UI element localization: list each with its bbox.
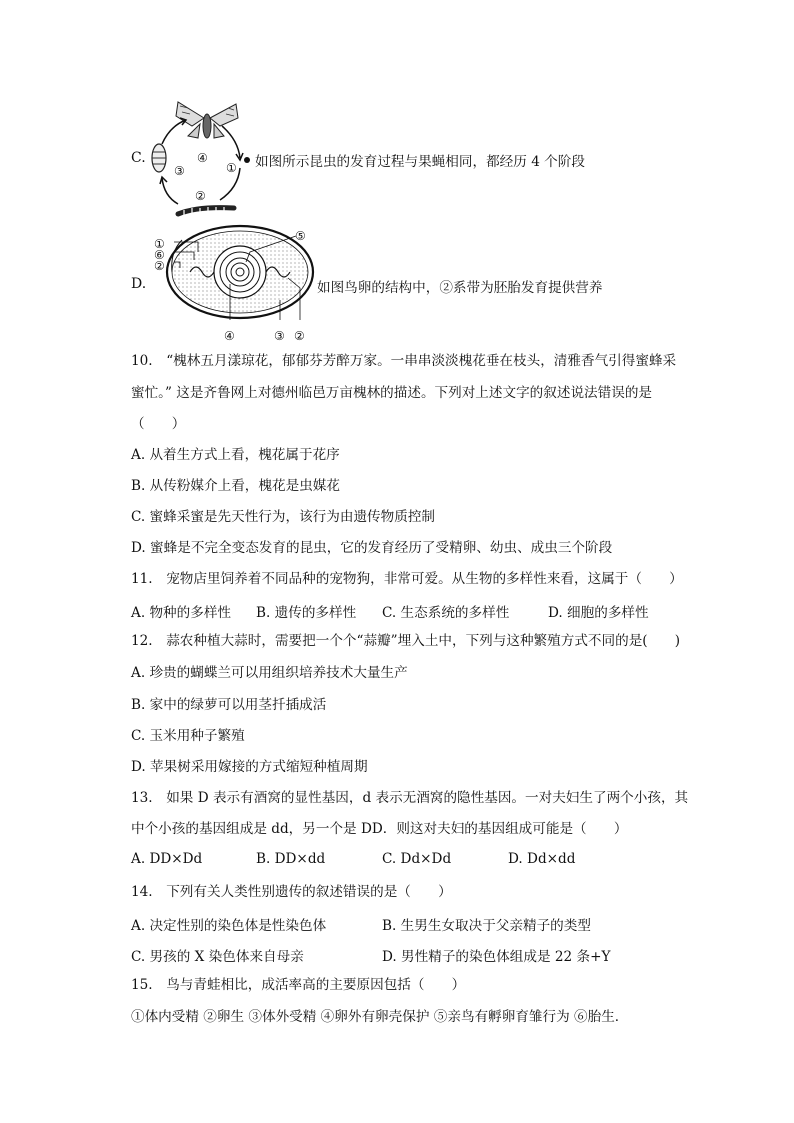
q11-option-a[interactable]: A. 物种的多样性 bbox=[131, 605, 232, 621]
q13-option-d[interactable]: D. Dd×dd bbox=[508, 851, 576, 867]
q10-stem-line2: 蜜忙。” 这是齐鲁网上对德州临邑万亩槐林的描述。下列对上述文字的叙述说法错误的是 bbox=[131, 385, 653, 401]
option-c-text: 如图所示昆虫的发育过程与果蝇相同，都经历 4 个阶段 bbox=[255, 154, 585, 170]
q13-option-a[interactable]: A. DD×Dd bbox=[131, 851, 203, 867]
q13-stem-line2: 中个小孩的基因组成是 dd，另一个是 DD．则这对夫妇的基因组成可能是（ ） bbox=[131, 821, 628, 837]
q11-option-d[interactable]: D. 细胞的多样性 bbox=[548, 605, 649, 621]
marker-3: ③ bbox=[274, 329, 285, 343]
q11-option-b[interactable]: B. 遗传的多样性 bbox=[256, 605, 357, 621]
marker-1: ① bbox=[226, 161, 237, 175]
marker-2: ② bbox=[195, 189, 206, 203]
q14-option-c[interactable]: C. 男孩的 X 染色体来自母亲 bbox=[131, 949, 304, 965]
marker-4: ④ bbox=[197, 151, 208, 165]
q11-stem: 11. 宠物店里饲养着不同品种的宠物狗，非常可爱。从生物的多样性来看，这属于（ ） bbox=[131, 571, 683, 587]
marker-1: ① bbox=[154, 237, 165, 251]
marker-6: ⑥ bbox=[154, 248, 165, 262]
q13-option-b[interactable]: B. DD×dd bbox=[256, 851, 326, 867]
q15-items: ①体内受精 ②卵生 ③体外受精 ④卵外有卵壳保护 ⑤亲鸟有孵卵育雏行为 ⑥胎生． bbox=[131, 1009, 629, 1025]
larva-icon bbox=[178, 207, 234, 218]
marker-4: ④ bbox=[224, 329, 235, 343]
q10-option-c[interactable]: C. 蜜蜂采蜜是先天性行为，该行为由遗传物质控制 bbox=[131, 509, 436, 525]
egg-dot bbox=[244, 157, 250, 163]
q14-option-b[interactable]: B. 生男生女取决于父亲精子的类型 bbox=[382, 918, 591, 934]
q12-option-a[interactable]: A. 珍贵的蝴蝶兰可以用组织培养技术大量生产 bbox=[131, 665, 408, 681]
q12-option-d[interactable]: D. 苹果树采用嫁接的方式缩短种植周期 bbox=[131, 759, 368, 775]
marker-5: ⑤ bbox=[295, 229, 306, 243]
q10-stem-line1: 10. “槐林五月漾琼花，郁郁芬芳醉万家。一串串淡淡槐花垂在枝头，清雅香气引得蜜蜂采 bbox=[131, 353, 677, 369]
q10-stem-line3: （ ） bbox=[131, 416, 186, 432]
q12-stem: 12. 蒜农种植大蒜时，需要把一个个“蒜瓣”埋入土中，下列与这种繁殖方式不同的是( ) bbox=[131, 633, 681, 649]
q11-option-c[interactable]: C. 生态系统的多样性 bbox=[382, 605, 510, 621]
q10-option-b[interactable]: B. 从传粉媒介上看，槐花是虫媒花 bbox=[131, 478, 340, 494]
marker-2-right: ② bbox=[294, 329, 305, 343]
q14-option-d[interactable]: D. 男性精子的染色体组成是 22 条+Y bbox=[382, 949, 611, 965]
pupa-icon bbox=[152, 144, 166, 172]
marker-2-left: ② bbox=[154, 259, 165, 273]
marker-3: ③ bbox=[174, 164, 185, 178]
option-d-label: D. bbox=[131, 276, 147, 292]
q10-option-a[interactable]: A. 从着生方式上看，槐花属于花序 bbox=[131, 447, 340, 463]
insect-life-cycle-figure bbox=[148, 96, 253, 218]
q15-stem: 15. 鸟与青蛙相比，成活率高的主要原因包括（ ） bbox=[131, 977, 466, 993]
q12-option-c[interactable]: C. 玉米用种子繁殖 bbox=[131, 728, 245, 744]
q13-stem-line1: 13. 如果 D 表示有酒窝的显性基因，d 表示无酒窝的隐性基因。一对夫妇生了两个小孩，其 bbox=[131, 790, 689, 806]
q13-option-c[interactable]: C. Dd×Dd bbox=[382, 851, 452, 867]
q14-option-a[interactable]: A. 决定性别的染色体是性染色体 bbox=[131, 918, 327, 934]
q10-option-d[interactable]: D. 蜜蜂是不完全变态发育的昆虫，它的发育经历了受精卵、幼虫、成虫三个阶段 bbox=[131, 540, 613, 556]
q14-stem: 14. 下列有关人类性别遗传的叙述错误的是（ ） bbox=[131, 884, 452, 900]
bird-egg-structure-figure bbox=[150, 222, 320, 346]
option-d-text: 如图鸟卵的结构中，②系带为胚胎发育提供营养 bbox=[317, 280, 603, 296]
q12-option-b[interactable]: B. 家中的绿萝可以用茎扦插成活 bbox=[131, 697, 327, 713]
option-c-label: C. bbox=[131, 150, 146, 166]
